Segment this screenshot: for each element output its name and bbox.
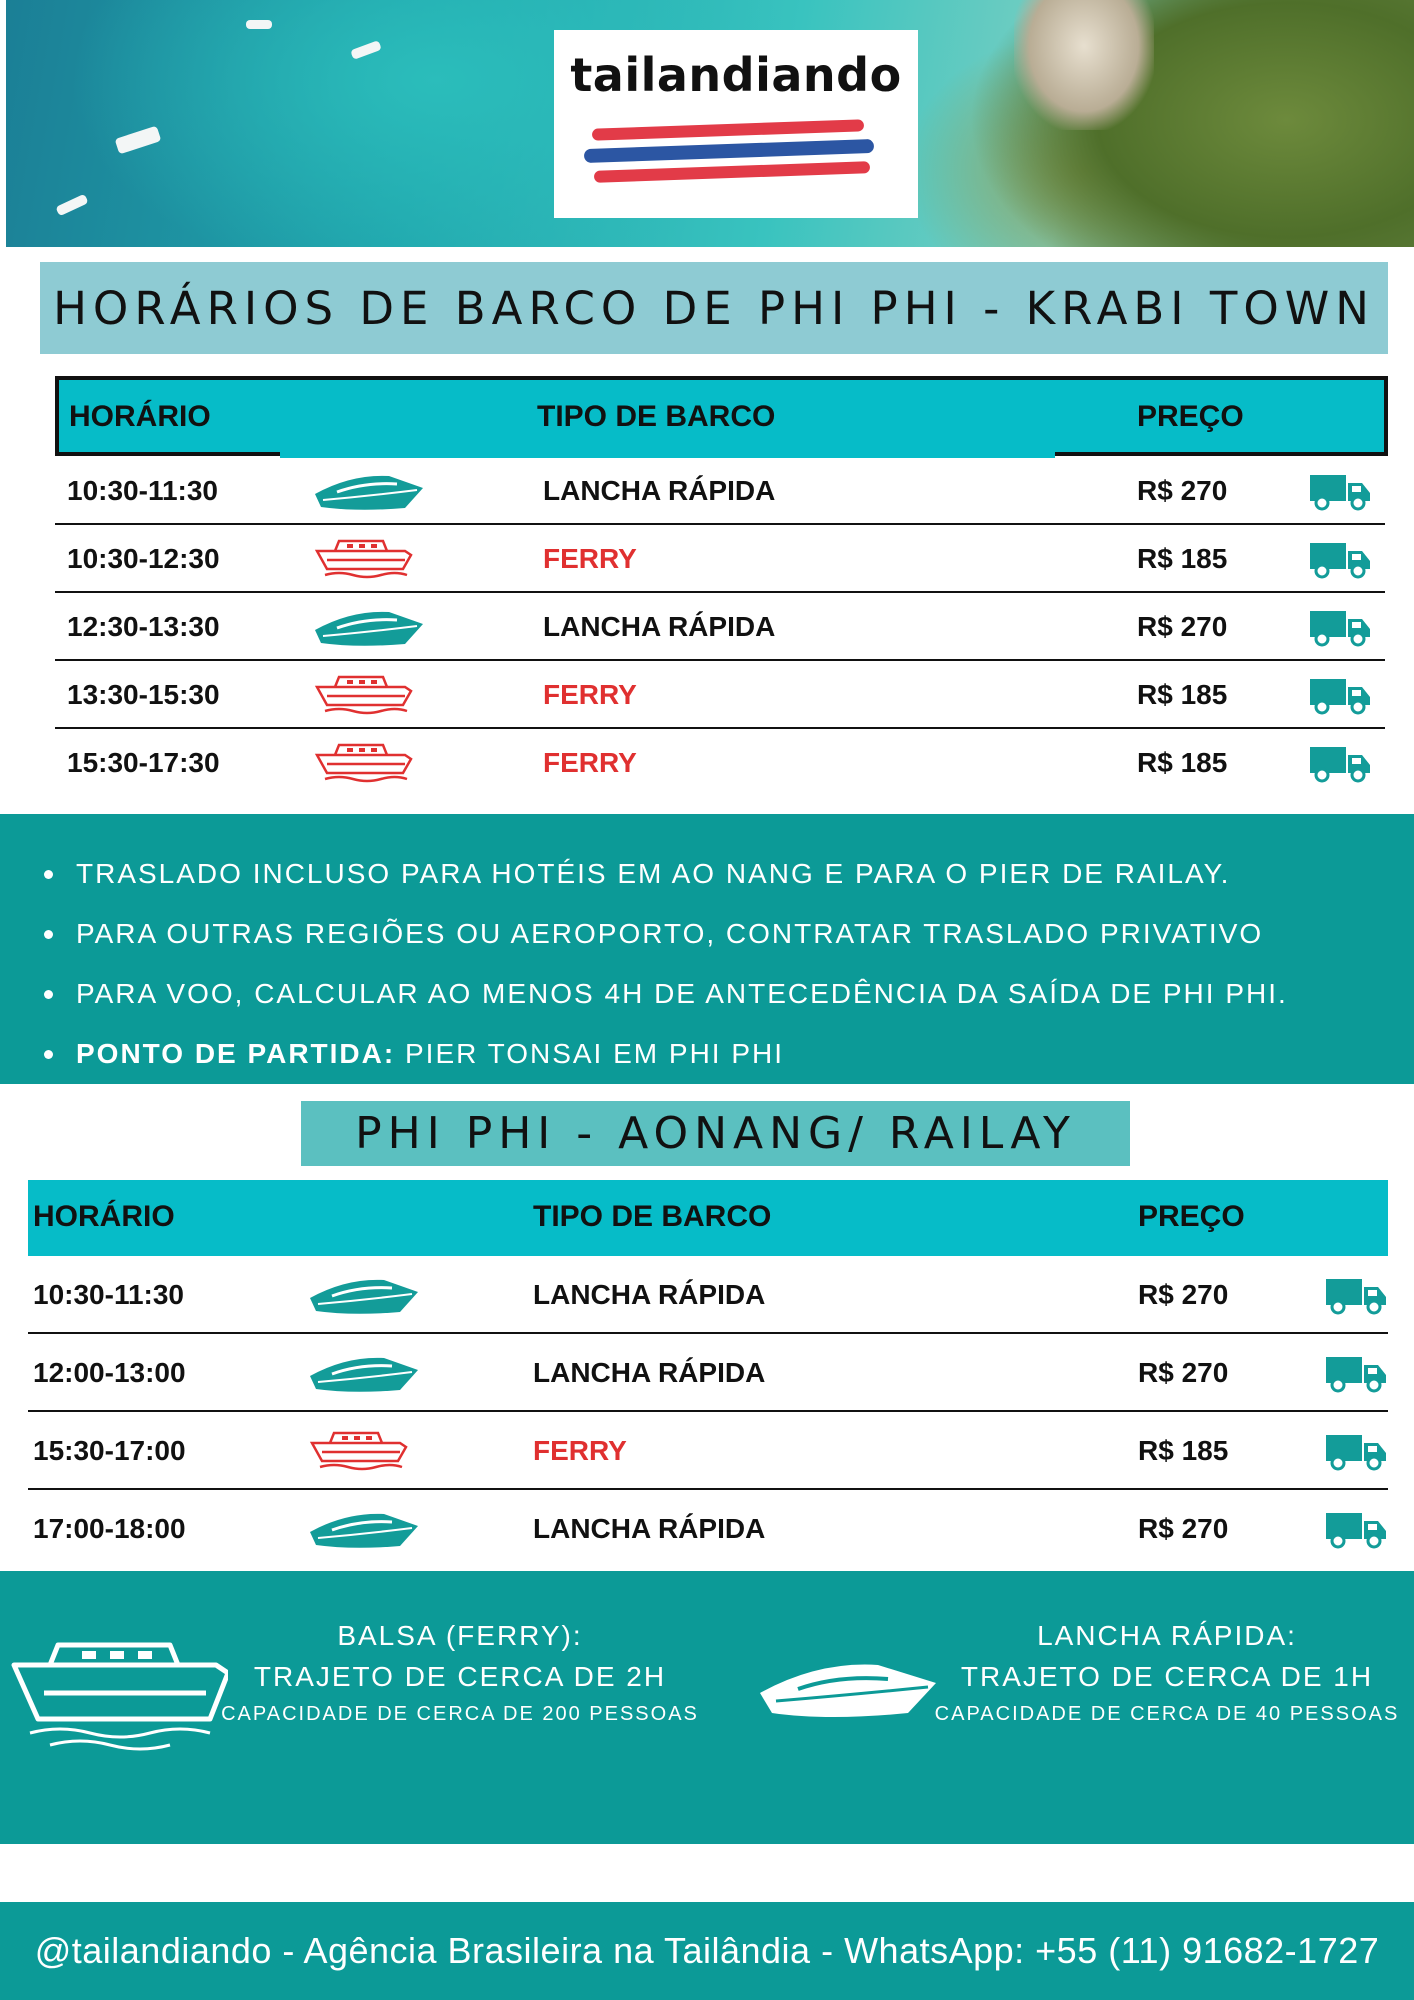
speedboat-icon (308, 1256, 420, 1334)
ferry-info (210, 1615, 710, 1731)
speedboat-icon (313, 457, 425, 525)
row-time: 10:30-12:30 (67, 543, 220, 574)
table-row (55, 661, 1385, 729)
speedboat-icon (308, 1490, 420, 1568)
table1-header (55, 376, 1388, 456)
row-price: R$ 270 (1137, 475, 1228, 506)
notes-band (0, 814, 1414, 1084)
note-item: TRASLADO INCLUSO PARA HOTÉIS EM AO NANG E PARA O PIER DE RAILAY. (42, 844, 1288, 904)
table-row (55, 593, 1385, 661)
row-price: R$ 270 (1137, 611, 1228, 642)
van-icon (1308, 729, 1372, 797)
table-row (55, 525, 1385, 593)
boat-speck (350, 40, 382, 60)
note-item: PARA VOO, CALCULAR AO MENOS 4H DE ANTECEDÊNCIA DA SAÍDA DE PHI PHI. (42, 964, 1288, 1024)
row-price: R$ 185 (1138, 1435, 1229, 1466)
table-row (28, 1412, 1388, 1490)
van-icon (1308, 661, 1372, 729)
van-icon (1324, 1490, 1388, 1568)
row-boat-type: LANCHA RÁPIDA (533, 1357, 766, 1388)
header-time: HORÁRIO (33, 1200, 175, 1233)
row-boat-type: FERRY (543, 747, 637, 778)
logo (554, 30, 918, 218)
header-time: HORÁRIO (69, 400, 211, 433)
ferry-icon (313, 525, 413, 593)
note-item: PARA OUTRAS REGIÕES OU AEROPORTO, CONTRATAR TRASLADO PRIVATIVO (42, 904, 1288, 964)
footer (0, 1902, 1414, 2000)
van-icon (1324, 1412, 1388, 1490)
row-time: 15:30-17:00 (33, 1435, 186, 1466)
row-boat-type: LANCHA RÁPIDA (543, 611, 776, 642)
row-price: R$ 185 (1137, 679, 1228, 710)
speedboat-info-capacity: CAPACIDADE DE CERCA DE 40 PESSOAS (934, 1703, 1400, 1725)
row-price: R$ 270 (1138, 1513, 1229, 1544)
row-boat-type: FERRY (543, 679, 637, 710)
row-time: 13:30-15:30 (67, 679, 220, 710)
row-price: R$ 185 (1137, 747, 1228, 778)
flag-stroke-red (592, 119, 864, 140)
note-item: PONTO DE PARTIDA: PIER TONSAI EM PHI PHI (42, 1024, 1288, 1084)
row-boat-type: LANCHA RÁPIDA (533, 1279, 766, 1310)
speedboat-icon (308, 1334, 420, 1412)
row-boat-type: FERRY (543, 543, 637, 574)
ferry-large-icon (10, 1641, 228, 1751)
flag-stroke-red (594, 161, 870, 183)
section1-title-bar (40, 262, 1388, 354)
speedboat-icon (313, 593, 425, 661)
header-type: TIPO DE BARCO (533, 1200, 772, 1233)
section2-title-bar (301, 1101, 1130, 1166)
van-icon (1324, 1334, 1388, 1412)
boat-speck (115, 126, 162, 155)
row-time: 15:30-17:30 (67, 747, 220, 778)
row-boat-type: FERRY (533, 1435, 627, 1466)
row-time: 12:30-13:30 (67, 611, 220, 642)
cliff-rock (1014, 0, 1154, 130)
row-boat-type: LANCHA RÁPIDA (543, 475, 776, 506)
table2-header (28, 1180, 1388, 1256)
row-time: 10:30-11:30 (33, 1279, 185, 1310)
flag-stroke-blue (584, 139, 874, 163)
row-boat-type: LANCHA RÁPIDA (533, 1513, 766, 1544)
ferry-info-duration: TRAJETO DE CERCA DE 2H (253, 1661, 667, 1692)
van-icon (1308, 593, 1372, 661)
van-icon (1324, 1256, 1388, 1334)
table-row (28, 1490, 1388, 1568)
section1-title: HORÁRIOS DE BARCO DE PHI PHI - KRABI TOWN (53, 281, 1375, 335)
hero-banner (6, 0, 1414, 247)
ferry-icon (313, 661, 413, 729)
header-price: PREÇO (1138, 1200, 1245, 1233)
ferry-icon (313, 729, 413, 797)
row-time: 12:00-13:00 (33, 1357, 186, 1388)
table-row (28, 1256, 1388, 1334)
table-row (28, 1334, 1388, 1412)
row-time: 10:30-11:30 (67, 475, 219, 506)
row-time: 17:00-18:00 (33, 1513, 186, 1544)
row-price: R$ 270 (1138, 1279, 1229, 1310)
boat-speck (55, 194, 88, 217)
van-icon (1308, 457, 1372, 525)
row-price: R$ 270 (1138, 1357, 1229, 1388)
van-icon (1308, 525, 1372, 593)
boat-info-band (0, 1571, 1414, 1844)
ferry-icon (308, 1412, 408, 1490)
ferry-info-capacity: CAPACIDADE DE CERCA DE 200 PESSOAS (221, 1703, 699, 1725)
logo-text: tailandiando (570, 48, 902, 102)
speedboat-large-icon (758, 1655, 938, 1721)
table-row (55, 457, 1385, 525)
ferry-info-title: BALSA (FERRY): (337, 1620, 583, 1651)
header-price: PREÇO (1137, 400, 1244, 433)
speedboat-info (920, 1615, 1414, 1731)
boat-speck (246, 20, 272, 29)
header-type: TIPO DE BARCO (537, 400, 776, 433)
notes-list (42, 844, 1288, 1084)
table-row (55, 729, 1385, 797)
row-price: R$ 185 (1137, 543, 1228, 574)
speedboat-info-title: LANCHA RÁPIDA: (1037, 1620, 1297, 1651)
footer-contact: @tailandiando - Agência Brasileira na Tailândia - WhatsApp: +55 (11) 91682-1727 (34, 1930, 1380, 1971)
section2-title: PHI PHI - AONANG/ RAILAY (355, 1108, 1076, 1159)
speedboat-info-duration: TRAJETO DE CERCA DE 1H (960, 1661, 1374, 1692)
